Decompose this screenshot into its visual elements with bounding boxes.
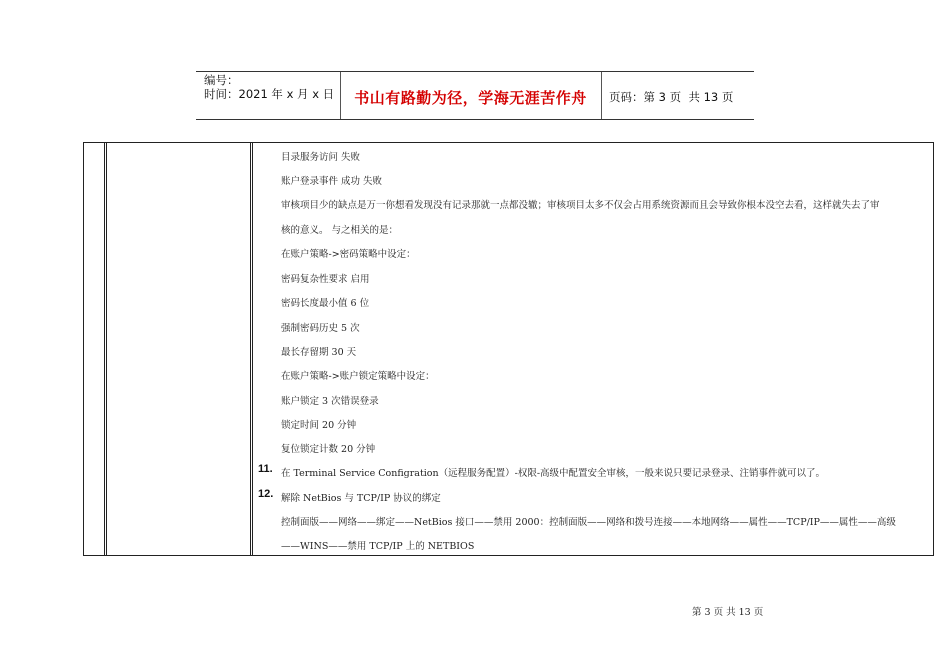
content-line: 控制面版——网络——绑定——NetBios 接口——禁用 2000：控制面版——网络和拨号连接——本地网络——属性——TCP/IP——属性——高级 [281, 517, 896, 528]
header-page-number: 页码：第 3 页 共 13 页 [609, 90, 734, 104]
content-line: 账户锁定 3 次错误登录 [281, 396, 379, 407]
table-column-divider [252, 143, 253, 555]
page-footer: 第 3 页 共 13 页 [692, 607, 764, 618]
table-column-divider [106, 143, 107, 555]
content-line: 复位锁定计数 20 分钟 [281, 444, 376, 455]
header-divider [601, 72, 602, 119]
content-line: 在账户策略->密码策略中设定： [281, 249, 416, 260]
content-line: 锁定时间 20 分钟 [281, 420, 357, 431]
content-line: 核的意义。 与之相关的是： [281, 225, 399, 236]
document-code-label: 编号： [204, 73, 239, 87]
list-item-number: 12. [258, 488, 274, 500]
list-item-text: 解除 NetBios 与 TCP/IP 协议的绑定 [281, 493, 441, 504]
content-line: ——WINS——禁用 TCP/IP 上的 NETBIOS [281, 541, 475, 552]
header-motto: 书山有路勤为径，学海无涯苦作舟 [354, 89, 587, 107]
document-date: 时间：2021 年 x 月 x 日 [204, 87, 335, 101]
content-line: 审核项目少的缺点是万一你想看发现没有记录那就一点都没辙；审核项目太多不仅会占用系统资源而且会导致你根本没空去看，这样就失去了审 [281, 200, 880, 211]
table-column-divider [250, 143, 251, 555]
content-line: 密码长度最小值 6 位 [281, 298, 370, 309]
content-line: 目录服务访问 失败 [281, 152, 361, 163]
content-line: 账户登录事件 成功 失败 [281, 176, 383, 187]
header-meta [204, 73, 334, 101]
list-item-number: 11. [258, 463, 273, 475]
page-header [196, 71, 754, 120]
content-line: 最长存留期 30 天 [281, 347, 357, 358]
table-column-divider [104, 143, 105, 555]
content-line: 密码复杂性要求 启用 [281, 274, 370, 285]
content-line: 强制密码历史 5 次 [281, 323, 360, 334]
list-item-text: 在 Terminal Service Configration（远程服务配置）-权限-高级中配置安全审核，一般来说只要记录登录、注销事件就可以了。 [281, 468, 826, 479]
content-line: 在账户策略->账户锁定策略中设定： [281, 371, 435, 382]
